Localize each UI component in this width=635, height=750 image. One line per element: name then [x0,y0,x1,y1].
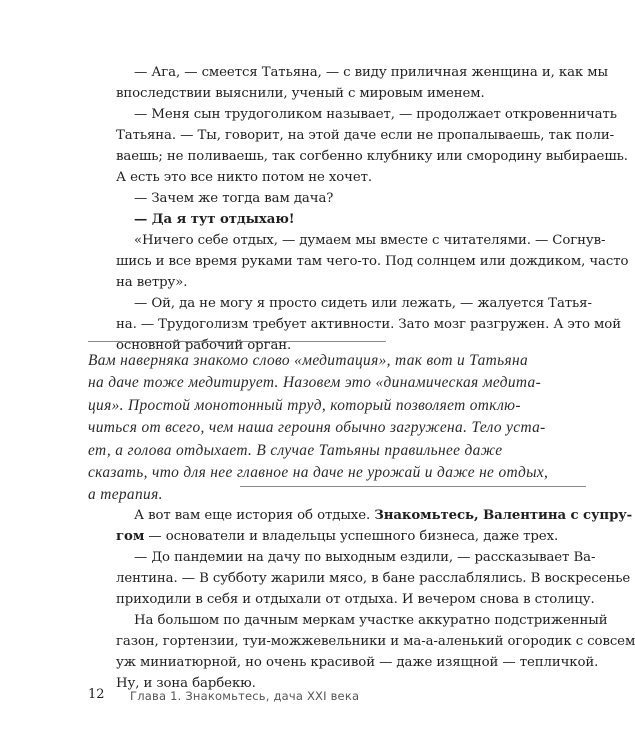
dialogue-block [116,62,629,356]
text-line: — Меня сын трудоголиком называет, — продолжает откровенничать [134,107,617,122]
running-head: Глава 1. Знакомьтесь, дача XXI века [130,689,360,703]
text-line: «Ничего себе отдых, — думаем мы вместе с читателями. — Согнув- [134,233,606,248]
bold-reply: — Да я тут отдыхаю! [134,212,295,227]
story-intro-rest: — основатели и владельцы успешного бизнеса, даже трех. [144,529,559,544]
bold-intro: Знакомьтесь, Валентина с супру- [374,508,633,523]
text-line: на ветру». [116,275,188,290]
text-line: — Зачем же тогда вам дача? [134,191,334,206]
text-line: — Ага, — смеется Татьяна, — с виду приличная женщина и, как мы [134,65,608,80]
text-line: Ну, и зона барбекю. [116,676,256,691]
text-line: — Ой, да не могу я просто сидеть или лежать, — жалуется Татья- [134,296,592,311]
story-block [116,505,635,694]
text-line: впоследствии выяснили, ученый с мировым именем. [116,86,485,101]
text-line [116,209,586,230]
text-line: А есть это все никто потом не хочет. [116,170,373,185]
italic-line: читься от всего, чем наша героиня обычно загружена. Тело уста- [88,419,546,437]
italic-line: а терапия. [88,486,163,504]
text-line: — До пандемии на дачу по выходным ездили, — рассказывает Ва- [134,550,596,565]
italic-line: Вам наверняка знакомо слово «медитация», так вот и Татьяна [88,352,529,369]
text-line: на. — Трудоголизм требует активности. Зато мозг разгружен. А это мой [116,317,621,332]
story-intro: А вот вам еще история об отдыхе. [134,508,375,523]
text-line: основной рабочий орган. [116,338,292,353]
sidebar-top-rule [88,341,386,342]
page-number: 12 [88,687,105,702]
text-line: приходили в себя и отдыхали от отдыха. И вечером снова в столицу. [116,592,595,607]
text-line: уж миниатюрной, но очень красивой — даже изящной — тепличкой. [116,655,599,670]
text-line: Татьяна. — Ты, говорит, на этой даче если не пропалываешь, так поли- [116,128,615,143]
text-line: шись и все время руками там чего-то. Под солнцем или дождиком, часто [116,254,629,269]
text-line: газон, гортензии, туи-можжевельники и ма-а-аленький огородик с совсем [116,634,635,649]
italic-line: ет, а голова отдыхает. В случае Татьяны правильнее даже [88,441,503,459]
text-line: На большом по дачным меркам участке аккуратно подстриженный [134,613,608,628]
italic-line: на даче тоже медитирует. Назовем это «динамическая медита- [88,374,542,392]
text-line: лентина. — В субботу жарили мясо, в бане расслаблялись. В воскресенье [116,571,631,586]
text-line [116,505,633,526]
italic-line: ция». Простой монотонный труд, который позволяет отклю- [88,396,521,414]
text-line [116,526,586,547]
italic-line: сказать, что для нее главное на даче не урожай и даже не отдых, [88,464,549,482]
bold-intro-end: гом [116,529,145,544]
sidebar-bottom-rule [240,486,586,487]
sidebar-text [88,350,568,507]
text-line: ваешь; не поливаешь, так согбенно клубнику или смородину выбираешь. [116,149,628,164]
